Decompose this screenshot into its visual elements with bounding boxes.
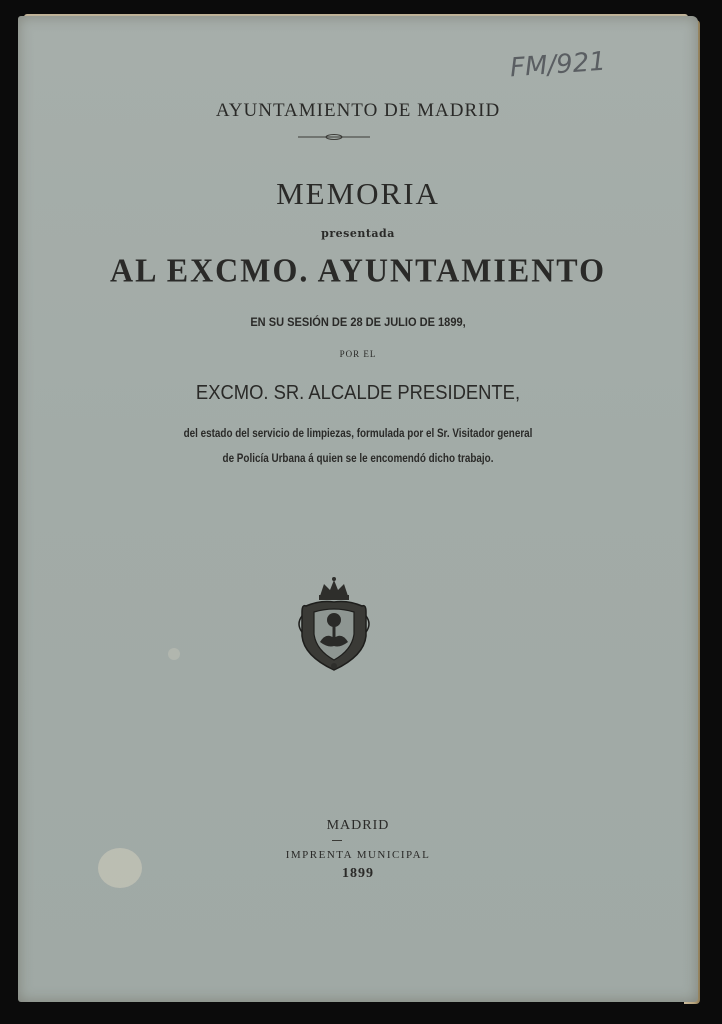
description-line-1: del estado del servicio de limpiezas, formulada por el Sr. Visitador general [183, 428, 533, 440]
imprint-year: 1899 [342, 866, 374, 881]
handwritten-reference: FM/921 [509, 46, 607, 84]
document-title: MEMORIA [276, 176, 440, 211]
subtitle-presentada: presentada [321, 227, 395, 240]
coat-of-arms-icon [296, 576, 372, 674]
imprint-divider [332, 840, 342, 841]
session-date: EN SU SESIÓN DE 28 DE JULIO DE 1899, [250, 315, 466, 329]
imprint-city: MADRID [326, 818, 390, 833]
header-institution: AYUNTAMIENTO DE MADRID [215, 100, 501, 121]
description-line-2: de Policía Urbana á quien se le encomendó dicho trabajo. [222, 453, 494, 465]
author-heading: EXCMO. SR. ALCALDE PRESIDENTE, [195, 382, 521, 404]
ornamental-rule [298, 134, 370, 140]
paper-stain [168, 648, 180, 660]
por-el-label: POR EL [339, 349, 377, 359]
addressee-heading: AL EXCMO. AYUNTAMIENTO [110, 251, 606, 289]
imprint-printer: IMPRENTA MUNICIPAL [285, 849, 431, 861]
